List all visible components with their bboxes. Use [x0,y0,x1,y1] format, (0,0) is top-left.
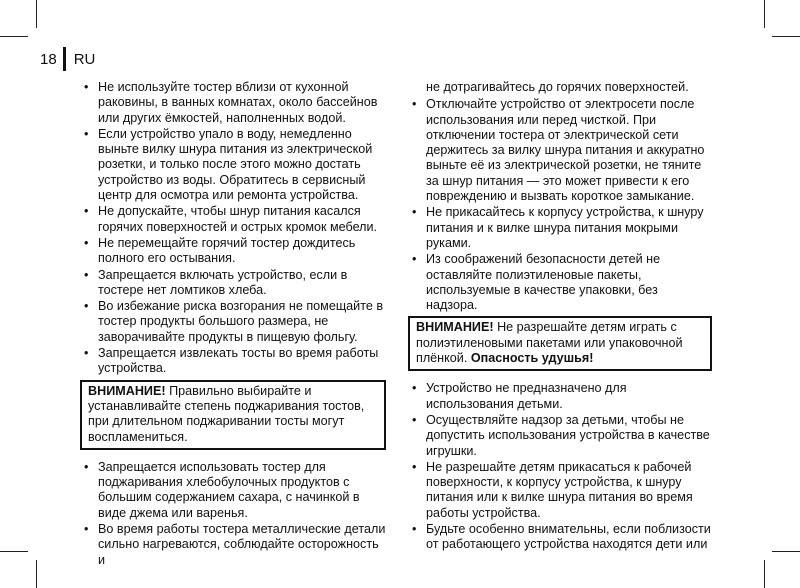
left-column [84,80,386,569]
list-item: • Не допускайте, чтобы шнур питания касался горячих поверхностей и острых кромок мебели. [84,204,386,235]
crop-mark [0,36,28,37]
warning-box [80,380,386,450]
safety-list-top [412,97,712,313]
warning-text: Не разрешайте детям играть с полиэтиленовыми пакетами или упаковочной плёнкой. [416,320,683,366]
list-item: • Запрещается использовать тостер для поджаривания хлебобулочных продуктов с большим содержанием сахара, с начинкой в виде джема или варенья. [84,460,386,521]
list-item: • Осуществляйте надзор за детьми, чтобы не допустить использования устройства в качестве игрушки. [412,413,712,459]
header-divider [63,47,66,71]
right-column [412,80,712,554]
safety-list-top [84,80,386,377]
list-item: • Во время работы тостера металлические детали сильно нагреваются, соблюдайте осторожность и [84,522,386,568]
crop-mark [772,551,800,552]
list-item: • Не используйте тостер вблизи от кухонной раковины, в ванных комнатах, около бассейнов или других ёмкостей, наполненных водой. [84,80,386,126]
crop-mark [0,551,28,552]
list-item: • Отключайте устройство от электросети после использования или перед чисткой. При отключении тостера от электрической сети держитесь за вилку шнура питания и аккуратно выньте её из электрической розетки, не тяните за шнур питания — это может привести к его повреждению и вызвать короткое замыкание. [412,97,712,204]
list-item: • Если устройство упало в воду, немедленно выньте вилку шнура питания из электрической розетки, и только после этого можно достать устройство из воды. Обратитесь в сервисный центр для осмотра или ремонта устройства. [84,127,386,203]
list-item: • Не разрешайте детям прикасаться к рабочей поверхности, к корпусу устройства, к шнуру питания или к вилке шнура питания во время работы устройства. [412,460,712,521]
crop-mark [764,0,765,28]
warning-text: Правильно выбирайте и устанавливайте степень поджаривания тостов, при длительном поджаривании тосты могут воспламениться. [88,383,365,444]
crop-mark [36,560,37,588]
continued-text: не дотрагивайтесь до горячих поверхностей. [426,80,689,94]
crop-mark [772,36,800,37]
warning-label: ВНИМАНИЕ! [88,383,166,398]
list-item: • Запрещается включать устройство, если в тостере нет ломтиков хлеба. [84,268,386,299]
warning-label: ВНИМАНИЕ! [416,320,494,335]
list-item: • Из соображений безопасности детей не оставляйте полиэтиленовые пакеты, используемые в качестве упаковки, без надзора. [412,252,712,313]
list-item: • Устройство не предназначено для использования детьми. [412,381,712,412]
warning-box [408,316,712,371]
safety-list-bottom [84,460,386,568]
warning-emphasis: Опасность удушья! [470,351,594,366]
language-code: RU [73,50,96,68]
list-item: • Не перемещайте горячий тостер дождитесь полного его остывания. [84,236,386,267]
page-header [40,46,95,72]
list-item: • Будьте особенно внимательны, если поблизости от работающего устройства находятся дети или [412,522,712,553]
page-number: 18 [40,50,57,68]
safety-list-bottom [412,381,712,552]
list-item: • Не прикасайтесь к корпусу устройства, к шнуру питания и к вилке шнура питания мокрыми руками. [412,205,712,251]
crop-mark [764,560,765,588]
crop-mark [36,0,37,28]
list-item: • Во избежание риска возгорания не помещайте в тостер продукты большого размера, не заворачивайте продукты в пищевую фольгу. [84,299,386,345]
list-item: • Запрещается извлекать тосты во время работы устройства. [84,346,386,377]
